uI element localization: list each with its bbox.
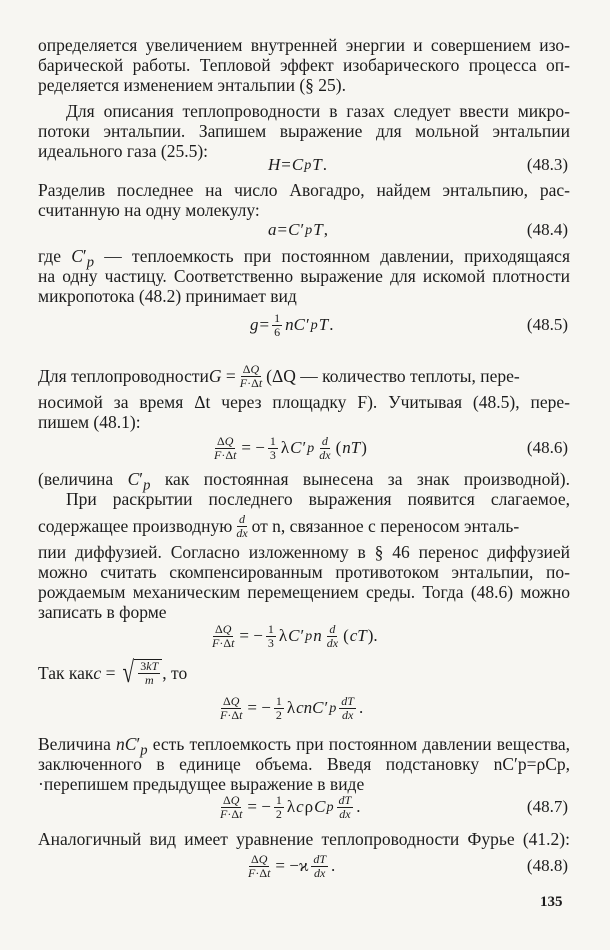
equation-body: g = 1 6 nC ′ p T . [250,310,334,339]
text-line: барической работы. Тепловой эффект изобарического процесса оп- [38,55,570,75]
text-line: Для описания теплопроводности в газах следует ввести микро- [66,101,570,121]
text-line: записать в форме [38,602,167,622]
text-line: микропотока (48.2) принимает вид [38,286,297,306]
equation-48-7 [38,787,570,827]
text-line: можно считать скомпенсированным противотоком энтальпии, по- [38,562,570,582]
text-line: ·перепишем предыдущее выражение в виде [38,774,365,794]
text-line: на одну частицу. Соответственно выражение для искомой плотности [38,266,570,286]
page-number: 135 [540,894,563,910]
equation-body: ΔQ F·Δt = − 1 2 λ cnC ′ p dT dx . [220,693,364,722]
text-line: Так как c = √ $\frac{3kT}{m}$ , то [38,656,188,689]
equation-48-8 [38,846,570,886]
text-line: идеального газа (25.5): [38,141,209,161]
equation-number: (48.4) [526,220,568,239]
text-line: потоки энтальпии. Запишем выражение для мольной энтальпии [38,121,570,141]
text-line: считанную на одну молекулу: [38,200,260,220]
equation-body: ΔQ F·Δt = −ϰ dT dx . [248,851,336,880]
text-line: ределяется изменением энтальпии (§ 25). [38,75,347,95]
text-line: где $C'_p$ — теплоемкость при постоянном давлении, приходящаяся [38,246,570,271]
text-line: пишем (48.1): [38,412,141,432]
equation-body: ΔQ F·Δt = − 1 2 λ c ρ C p dT dx . [220,792,361,821]
equation-number: (48.3) [526,155,568,174]
text-line: Аналогичный вид имеет уравнение теплопроводности Фурье (41.2): [38,829,570,849]
equation-number: (48.5) [526,315,568,334]
equation-body: H = C p T . [268,155,328,174]
equation-body: a = C ′ p T , [268,220,328,239]
text-line: рождаемым механическим перемещением среды. Тогда (48.6) можно [38,582,570,602]
text-line: Разделив последнее на число Авогадро, найдем энтальпию, рас- [38,180,570,200]
equation-48-6 [38,428,570,468]
text-line: Величина $nC'_p$ есть теплоемкость при постоянном давлении вещества, [38,734,570,759]
text-line: Для теплопроводности G = ΔQ F·Δt (ΔQ — количество теплоты, пере- [38,361,520,390]
text-line: пии диффузией. Согласно изложенному в § 46 перенос диффузией [38,542,570,562]
text-line: (величина $C'_p$ как постоянная вынесена за знак производной). [38,469,570,494]
equation-number: (48.8) [526,856,568,875]
equation-body: ΔQ F·Δt = − 1 3 λ C ′ p d dx ( nT ) [214,433,367,462]
text-line: содержащее производную d dx от n, связанное с переносом энталь- [38,511,520,540]
equation-cn-form [38,688,570,728]
equation-48-4 [38,210,570,250]
equation-48-5 [38,305,570,345]
text-line: определяется увеличением внутренней энергии и совершением изо- [38,35,570,55]
text-line: заключенного в единице объема. Введя подстановку nC′p=ρCp, [38,754,570,774]
equation-ct-form [38,616,570,656]
equation-body: ΔQ F·Δt = − 1 3 λ C ′ p n d dx ( cT ). [212,621,378,650]
equation-number: (48.6) [526,438,568,457]
equation-number: (48.7) [526,797,568,816]
equation-48-3 [38,145,570,185]
text-line: носимой за время Δt через площадку F). Учитывая (48.5), пере- [38,392,570,412]
text-line: При раскрытии последнего выражения появится слагаемое, [66,489,570,509]
